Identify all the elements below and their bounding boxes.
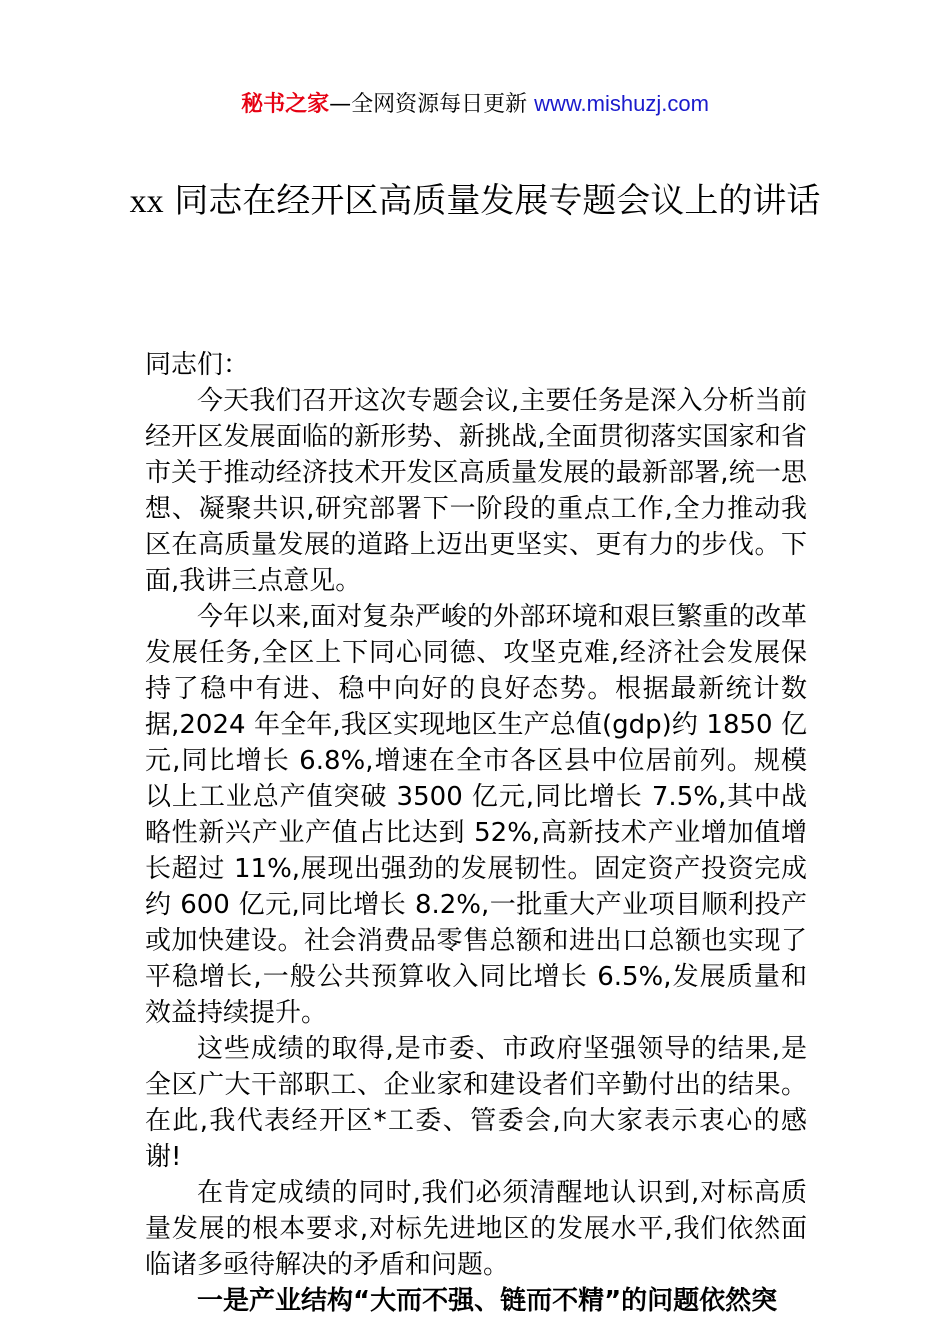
title-prefix: xx bbox=[129, 183, 164, 220]
site-brand: 秘书之家 bbox=[241, 92, 330, 117]
paragraph-3: 这些成绩的取得,是市委、市政府坚强领导的结果,是全区广大干部职工、企业家和建设者们辛勤付出的结果。在此,我代表经开区*工委、管委会,向大家表示衷心的感谢! bbox=[145, 1034, 807, 1172]
document-body bbox=[145, 347, 807, 1319]
site-url-link[interactable]: www.mishuzj.com bbox=[534, 91, 709, 116]
site-header bbox=[0, 88, 950, 121]
title-text: 同志在经开区高质量发展专题会议上的讲话 bbox=[163, 181, 821, 221]
paragraph-1: 今天我们召开这次专题会议,主要任务是深入分析当前经开区发展面临的新形势、新挑战,全面贯彻落实国家和省市关于推动经济技术开发区高质量发展的最新部署,统一思想、凝聚共识,研究部署下一阶段的重点工作,全力推动我区在高质量发展的道路上迈出更坚实、更有力的步伐。下面,我讲三点意见。 bbox=[145, 386, 807, 596]
paragraph-4: 在肯定成绩的同时,我们必须清醒地认识到,对标高质量发展的根本要求,对标先进地区的发展水平,我们依然面临诸多亟待解决的矛盾和问题。 bbox=[145, 1178, 807, 1280]
bold-point-heading: 一是产业结构“大而不强、链而不精”的问题依然突 bbox=[197, 1286, 778, 1316]
salutation: 同志们： bbox=[145, 350, 250, 380]
document-title bbox=[100, 156, 850, 247]
paragraph-2: 今年以来,面对复杂严峻的外部环境和艰巨繁重的改革发展任务,全区上下同心同德、攻坚克难,经济社会发展保持了稳中有进、稳中向好的良好态势。根据最新统计数据,2024 年全年,我区实现地区生产总值(gdp)约 1850 亿元,同比增长 6.8%,增速在全市各区县中位居前列。规模以上工业总产值突破 3500 亿元,同比增长 7.5%,其中战略性新兴产业产值占比达到 52%,高新技术产业增加值增长超过 11%,展现出强劲的发展韧性。固定资产投资完成约 600 亿元,同比增长 8.2%,一批重大产业项目顺利投产或加快建设。社会消费品零售总额和进出口总额也实现了平稳增长,一般公共预算收入同比增长 6.5%,发展质量和效益持续提升。 bbox=[145, 602, 807, 1028]
site-slogan: —全网资源每日更新 bbox=[329, 92, 535, 117]
